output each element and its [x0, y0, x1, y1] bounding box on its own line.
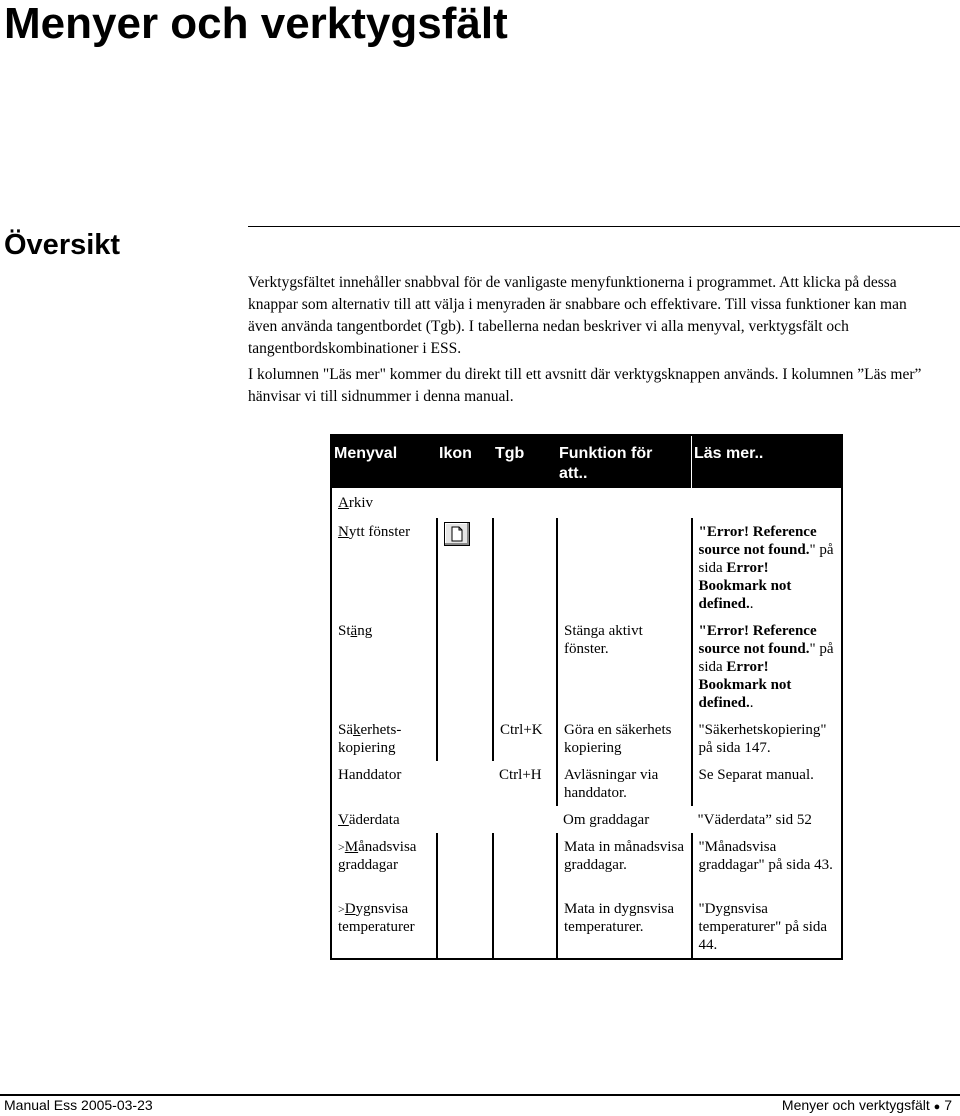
- menu-manadsvisa[interactable]: >Månadsvisa graddagar: [338, 839, 417, 873]
- section-title: Översikt: [4, 229, 121, 261]
- handdator-las-mer: Se Separat manual.: [692, 761, 842, 806]
- menu-dygnsvisa[interactable]: >Dygnsvisa temperaturer: [338, 901, 415, 935]
- vaderdata-las-mer: "Väderdata” sid 52: [697, 812, 812, 828]
- header-las-mer: Läs mer..: [692, 435, 842, 488]
- table-row-arkiv: [331, 488, 842, 518]
- footer-right: [782, 1097, 952, 1116]
- footer-chapter: Menyer och verktygsfält: [781, 1097, 930, 1113]
- table-row-manadsvisa: [331, 833, 842, 895]
- page-number: 7: [944, 1097, 952, 1113]
- table-row-handdator: [331, 761, 842, 806]
- menu-handdator[interactable]: Handdator: [338, 767, 402, 783]
- dygnsvisa-las-mer: "Dygnsvisa temperaturer" på sida 44.: [692, 895, 842, 959]
- table-row-nytt-fonster: [331, 518, 842, 617]
- footer-bullet: ●: [933, 1101, 941, 1113]
- sakerhet-funktion: Göra en säkerhets kopiering: [557, 716, 692, 761]
- footer-rule: [0, 1094, 960, 1096]
- section-rule: [248, 226, 960, 227]
- stang-funktion: Stänga aktivt fönster.: [557, 617, 692, 716]
- menu-vaderdata[interactable]: Väderdata: [338, 812, 400, 828]
- menu-stang[interactable]: Stäng: [338, 623, 373, 639]
- handdator-tgb: Ctrl+H: [499, 767, 542, 783]
- header-tgb: Tgb: [493, 435, 557, 488]
- sakerhet-las-mer: "Säkerhetskopiering" på sida 147.: [692, 716, 842, 761]
- header-funktion-line2: att..: [557, 464, 691, 488]
- menu-sakerhetskopiering[interactable]: Säkerhets- kopiering: [338, 722, 402, 756]
- manadsvisa-funktion: Mata in månadsvisa graddagar.: [557, 833, 692, 895]
- sakerhet-tgb: Ctrl+K: [493, 716, 557, 761]
- table-row-vaderdata: [331, 806, 842, 833]
- header-funktion: [557, 435, 692, 488]
- table-row-stang: [331, 617, 842, 716]
- table-row-sakerhetskopiering: [331, 716, 842, 761]
- header-menyval: Menyval: [331, 435, 437, 488]
- header-ikon: Ikon: [437, 435, 493, 488]
- page-title: Menyer och verktygsfält: [4, 0, 508, 48]
- info-paragraph: I kolumnen "Läs mer" kommer du direkt till ett avsnitt där verktygsknappen används. I kolumnen ”Läs mer” hänvisar vi till sidnummer i denna manual.: [248, 366, 922, 405]
- manadsvisa-las-mer: "Månadsvisa graddagar" på sida 43.: [692, 833, 842, 895]
- menu-table: [330, 434, 843, 960]
- header-funktion-line1: Funktion för: [559, 445, 653, 462]
- table-header-row: [331, 435, 842, 488]
- stang-las-mer: "Error! Reference source not found." på sida Error! Bookmark not defined..: [692, 617, 842, 716]
- nytt-las-mer: "Error! Reference source not found." på sida Error! Bookmark not defined..: [692, 518, 842, 617]
- handdator-funktion: Avläsningar via handdator.: [557, 761, 692, 806]
- menu-arkiv[interactable]: Arkiv: [338, 495, 374, 511]
- dygnsvisa-funktion: Mata in dygnsvisa temperaturer.: [557, 895, 692, 959]
- vaderdata-funktion: Om graddagar: [563, 812, 650, 828]
- table-row-dygnsvisa: [331, 895, 842, 959]
- new-document-icon[interactable]: [444, 522, 470, 546]
- intro-paragraph: Verktygsfältet innehåller snabbval för de vanligaste menyfunktionerna i programmet. Att klicka på dessa knappar som alternativ till att välja i menyraden är snabbare och effektivare. Till vissa funktioner kan man även använda tangentbordet (Tgb). I tabellerna nedan beskriver vi alla menyval, verktygsfält och tangentbordskombinationer i ESS.: [248, 274, 907, 357]
- menu-nytt-fonster[interactable]: Nytt fönster: [338, 524, 411, 540]
- footer-left: Manual Ess 2005-03-23: [4, 1097, 153, 1113]
